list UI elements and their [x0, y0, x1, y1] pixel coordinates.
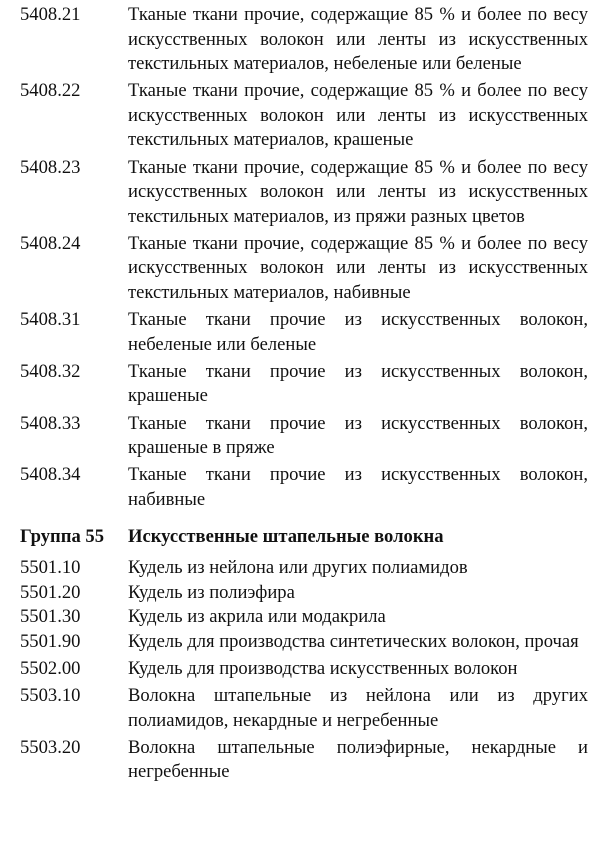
tariff-code: 5408.24 — [20, 232, 81, 254]
tariff-code: 5501.30 — [20, 606, 81, 628]
entry-list-top — [20, 3, 588, 512]
tariff-code: 5408.34 — [20, 464, 81, 486]
tariff-entry — [20, 463, 588, 512]
tariff-code: 5501.20 — [20, 581, 81, 603]
tariff-description: Тканые ткани прочие из искусственных волокон, крашеные в пряже — [128, 412, 588, 459]
tariff-code: 5408.23 — [20, 156, 81, 178]
tariff-description: Тканые ткани прочие из искусственных волокон, небеленые или беленые — [128, 309, 588, 355]
tariff-description: Волокна штапельные из нейлона или из других полиамидов, некардные и негребенные — [128, 684, 588, 731]
tariff-entry — [20, 736, 588, 785]
tariff-entry — [20, 360, 588, 409]
tariff-description: Кудель из нейлона или других полиамидов — [128, 556, 468, 578]
tariff-entry — [20, 79, 588, 153]
group-label: Группа 55 — [20, 526, 105, 548]
tariff-code: 5503.10 — [20, 684, 81, 706]
tariff-code: 5501.10 — [20, 556, 81, 578]
tariff-description: Кудель из полиэфира — [128, 581, 295, 603]
tariff-code: 5408.33 — [20, 412, 81, 434]
tariff-code: 5502.00 — [20, 657, 81, 679]
tariff-entry — [20, 412, 588, 461]
tariff-entry — [20, 684, 588, 733]
tariff-entry — [20, 581, 588, 606]
tariff-description: Тканые ткани прочие из искусственных волокон, крашеные — [128, 360, 588, 407]
entry-list-bottom — [20, 556, 588, 785]
tariff-code: 5501.90 — [20, 630, 81, 652]
tariff-entry — [20, 3, 588, 77]
document-page — [20, 3, 588, 785]
tariff-code: 5408.31 — [20, 309, 81, 331]
tariff-code: 5408.32 — [20, 360, 81, 382]
tariff-description: Кудель для производства искусственных волокон — [128, 657, 518, 679]
tariff-entry — [20, 630, 588, 655]
group-heading — [20, 525, 588, 550]
tariff-description: Кудель из акрила или модакрила — [128, 606, 386, 628]
tariff-entry — [20, 156, 588, 230]
tariff-entry — [20, 657, 588, 682]
tariff-code: 5503.20 — [20, 736, 81, 758]
tariff-code: 5408.22 — [20, 80, 81, 102]
tariff-description: Тканые ткани прочие, содержащие 85 % и более по весу искусственных волокон или ленты из искусственных текстильных материалов, набивные — [128, 232, 588, 304]
tariff-description: Тканые ткани прочие, содержащие 85 % и более по весу искусственных волокон или ленты из искусственных текстильных материалов, крашеные — [128, 80, 588, 151]
tariff-entry — [20, 605, 588, 630]
group-title: Искусственные штапельные волокна — [128, 526, 444, 548]
tariff-entry — [20, 556, 588, 581]
tariff-description: Тканые ткани прочие, содержащие 85 % и более по весу искусственных волокон или ленты из искусственных текстильных материалов, небеленые или беленые — [128, 4, 588, 75]
tariff-code: 5408.21 — [20, 4, 81, 25]
tariff-description: Кудель для производства синтетических волокон, прочая — [128, 630, 579, 652]
tariff-description: Волокна штапельные полиэфирные, некардные и негребенные — [128, 736, 588, 783]
tariff-entry — [20, 232, 588, 306]
tariff-entry — [20, 308, 588, 357]
tariff-description: Тканые ткани прочие, содержащие 85 % и более по весу искусственных волокон или ленты из искусственных текстильных материалов, из пряжи разных цветов — [128, 156, 588, 227]
tariff-description: Тканые ткани прочие из искусственных волокон, набивные — [128, 464, 588, 510]
